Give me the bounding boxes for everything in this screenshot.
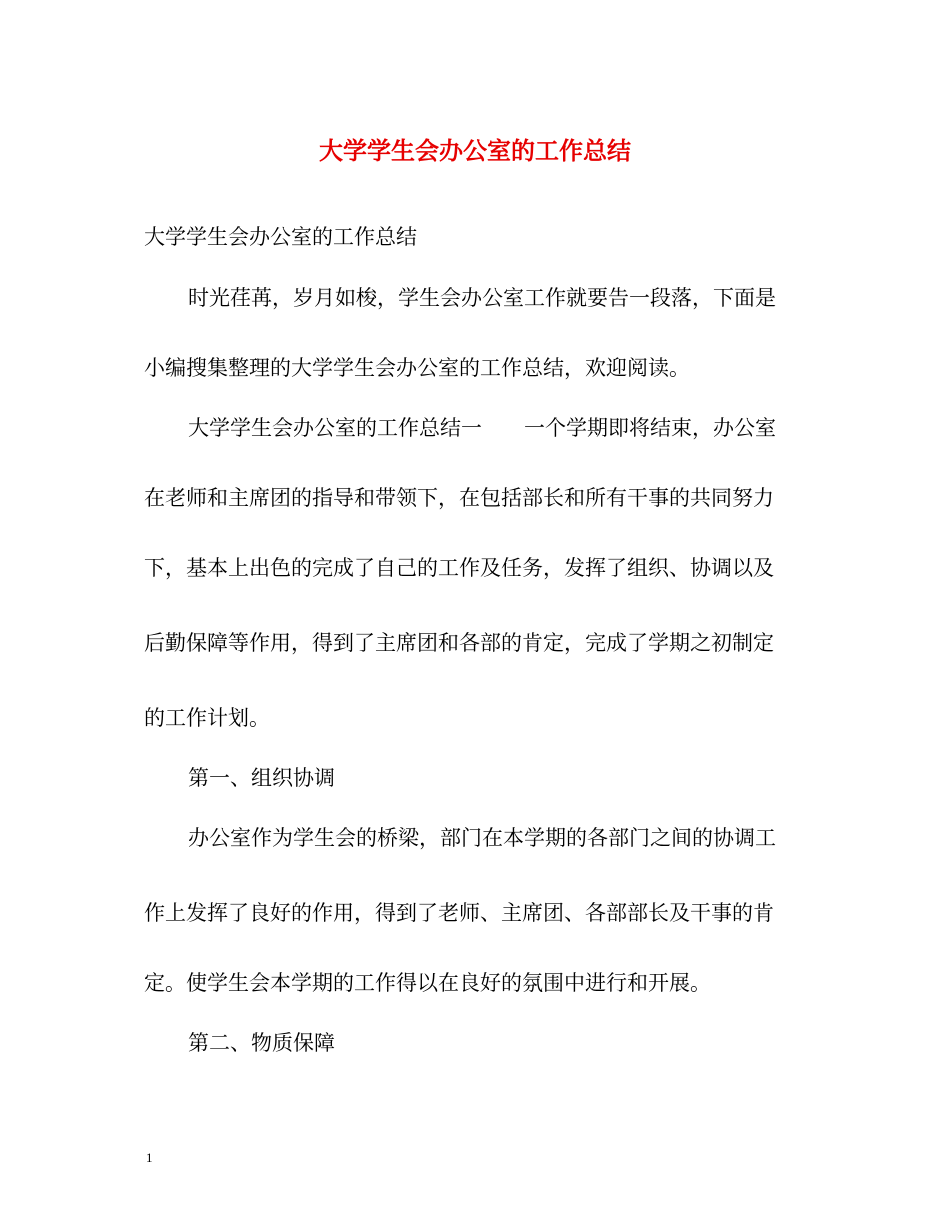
paragraph-line-1: 时光荏苒，岁月如梭，学生会办公室工作就要告一段落，下面是 <box>188 286 776 310</box>
section-heading-2: 第二、物质保障 <box>188 1031 335 1055</box>
paragraph-line-6: 后勤保障等作用，得到了主席团和各部的肯定，完成了学期之初制定 <box>144 631 774 655</box>
document-title: 大学学生会办公室的工作总结 <box>319 136 631 165</box>
paragraph-line-3: 大学学生会办公室的工作总结一 一个学期即将结束，办公室 <box>188 416 776 440</box>
paragraph-line-5: 下，基本上出色的完成了自己的工作及任务，发挥了组织、协调以及 <box>144 556 774 580</box>
paragraph-line-4: 在老师和主席团的指导和带领下，在包括部长和所有干事的共同努力 <box>144 486 774 510</box>
paragraph-line-10: 定。使学生会本学期的工作得以在良好的氛围中进行和开展。 <box>144 971 711 995</box>
page-number: 1 <box>146 1150 153 1165</box>
paragraph-line-2: 小编搜集整理的大学学生会办公室的工作总结，欢迎阅读。 <box>144 356 690 380</box>
paragraph-line-9: 作上发挥了良好的作用，得到了老师、主席团、各部部长及干事的肯 <box>144 901 774 925</box>
paragraph-line-8: 办公室作为学生会的桥梁，部门在本学期的各部门之间的协调工 <box>188 826 776 850</box>
document-subtitle: 大学学生会办公室的工作总结 <box>144 225 417 249</box>
section-heading-1: 第一、组织协调 <box>188 766 335 790</box>
paragraph-line-7: 的工作计划。 <box>144 706 270 730</box>
